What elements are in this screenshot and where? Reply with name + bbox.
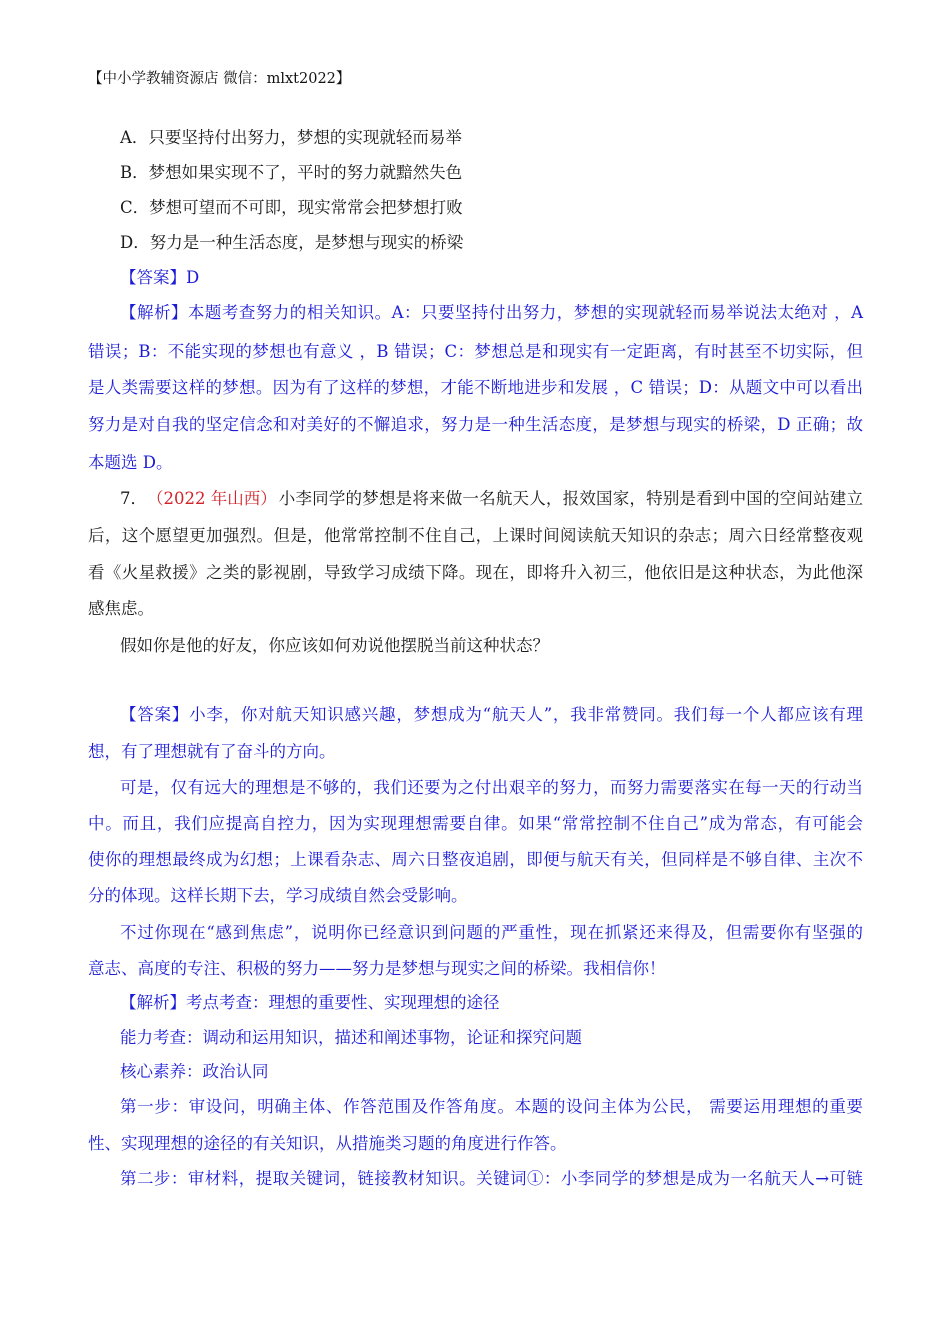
q7-stem-text: 小李同学的梦想是将来做一名航天人，报效国家，特别是看到中国的空间站建立 bbox=[278, 489, 863, 508]
q7-analysis-line: 第二步：审材料，提取关键词，链接教材知识。关键词①：小李同学的梦想是成为一名航天人→可链 bbox=[120, 1169, 863, 1188]
page-header: 【中小学教辅资源店 微信：mlxt2022】 bbox=[88, 71, 351, 87]
q6-answer: 【答案】D bbox=[120, 268, 200, 287]
q7-question: 假如你是他的好友，你应该如何劝说他摆脱当前这种状态？ bbox=[120, 636, 549, 655]
q6-analysis-line: 是人类需要这样的梦想。因为有了这样的梦想，才能不断地进步和发展 ，C 错误；D：从题文中可以看出 bbox=[88, 378, 863, 397]
q7-answer-line: 想，有了理想就有了奋斗的方向。 bbox=[88, 742, 336, 761]
q7-number: 7． bbox=[120, 489, 147, 508]
q7-answer-line: 【答案】小李，你对航天知识感兴趣，梦想成为“航天人”，我非常赞同。我们每一个人都应该有理 bbox=[120, 705, 863, 724]
q6-analysis-line: 错误；B：不能实现的梦想也有意义 ，B 错误；C：梦想总是和现实有一定距离，有时甚至不切实际，但 bbox=[88, 342, 863, 361]
option-a: A．只要坚持付出努力，梦想的实现就轻而易举 bbox=[120, 128, 462, 147]
q7-analysis-line: 【解析】考点考查：理想的重要性、实现理想的途径 bbox=[120, 993, 500, 1012]
q7-analysis-line: 性、实现理想的途径的有关知识，从措施类习题的角度进行作答。 bbox=[88, 1134, 567, 1153]
option-c: C．梦想可望而不可即，现实常常会把梦想打败 bbox=[120, 198, 463, 217]
q7-answer-line: 可是，仅有远大的理想是不够的，我们还要为之付出艰辛的努力，而努力需要落实在每一天的行动当 bbox=[120, 778, 863, 797]
q7-stem-line: 后，这个愿望更加强烈。但是，他常常控制不住自己，上课时间阅读航天知识的杂志；周六日经常整夜观 bbox=[88, 526, 863, 545]
q7-answer-line: 分的体现。这样长期下去，学习成绩自然会受影响。 bbox=[88, 886, 468, 905]
q7-answer-line: 意志、高度的专注、积极的努力——努力是梦想与现实之间的桥梁。我相信你！ bbox=[88, 959, 666, 978]
q7-answer-line: 使你的理想最终成为幻想；上课看杂志、周六日整夜追剧，即便与航天有关，但同样是不够自律、主次不 bbox=[88, 850, 863, 869]
q7-source: （2022 年山西） bbox=[147, 489, 277, 508]
q6-analysis-line: 本题选 D。 bbox=[88, 453, 173, 472]
q7-analysis-line: 能力考查：调动和运用知识，描述和阐述事物，论证和探究问题 bbox=[120, 1028, 582, 1047]
q7-answer-line: 不过你现在“感到焦虑”，说明你已经意识到问题的严重性，现在抓紧还来得及，但需要你有坚强的 bbox=[120, 923, 863, 942]
q7-stem-line: 感焦虑。 bbox=[88, 599, 154, 618]
q7-analysis-line: 核心素养：政治认同 bbox=[120, 1062, 269, 1081]
option-d: D．努力是一种生活态度，是梦想与现实的桥梁 bbox=[120, 233, 464, 252]
q7-stem-first bbox=[120, 488, 863, 510]
q6-analysis-line: 努力是对自我的坚定信念和对美好的不懈追求，努力是一种生活态度，是梦想与现实的桥梁，D 正确；故 bbox=[88, 415, 863, 434]
q7-analysis-line: 第一步：审设问，明确主体、作答范围及作答角度。本题的设问主体为公民， 需要运用理想的重要 bbox=[120, 1097, 863, 1116]
q7-stem-line: 看《火星救援》之类的影视剧，导致学习成绩下降。现在，即将升入初三，他依旧是这种状态，为此他深 bbox=[88, 563, 863, 582]
q7-answer-line: 中。而且，我们应提高自控力，因为实现理想需要自律。如果“常常控制不住自己”成为常态，有可能会 bbox=[88, 814, 863, 833]
option-b: B．梦想如果实现不了，平时的努力就黯然失色 bbox=[120, 163, 463, 182]
